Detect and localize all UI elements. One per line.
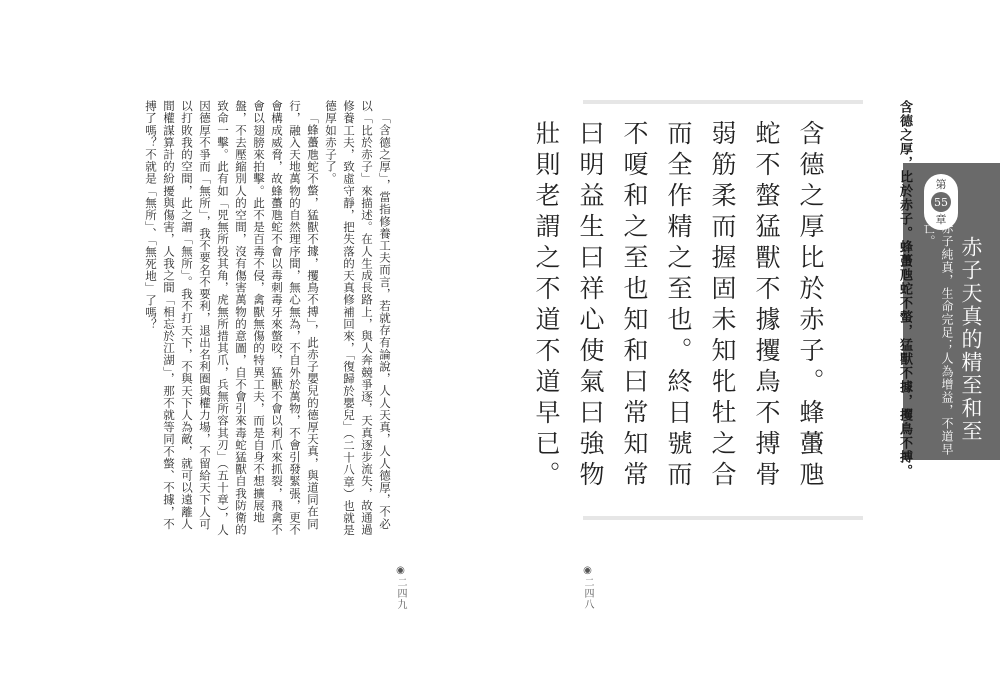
- chapter-subtitle: 赤子純真，生命完足；人為增益，不道早亡。: [922, 222, 954, 456]
- commentary-paragraph: 「蜂蠆虺蛇不螫，猛獸不據，攫鳥不搏」，此赤子嬰兒的德厚天真，與道同在同行，融入天地萬物的自然理序間，無心無為，不自外於萬物，不會引發緊張，更不會構成威脅，故蜂蠆虺蛇不會以毒刺毒牙來螫咬，猛獸不會以利爪來抓裂，飛禽不會以翅膀來拍擊。此不是百毒不侵，禽獸無傷的特異工夫，而是自身不想擴展地盤，不去壓縮別人的空間，沒有傷害萬物的意圖，自不會引來毒蛇猛獸自我防衛的致命一擊。此有如「兕無所投其角，虎無所措其爪，兵無所容其刃」（五十章），人因德厚不爭而「無所」，我不要名不要利，退出名利圈與權力場，不留給天下人可以打敗我的空間，此之謂「無所」。我不打天下，不與天下人為敵，就可以遠離人間權謀算計的紛擾與傷害，人我之間「相忘於江湖」，那不就等同不螫、不據，不搏了嗎？不就是「無所」、「無死地」了嗎？: [144, 100, 320, 537]
- quote-text: 含德之厚，比於赤子。蜂蠆虺蛇不螫，猛獸不據，攫鳥不搏。: [897, 100, 912, 478]
- commentary-body: [88, 100, 394, 540]
- bottom-rule: [583, 516, 863, 520]
- chapter-title: 赤子天真的精至和至: [959, 236, 983, 443]
- chapter-suffix: 章: [935, 213, 947, 226]
- chapter-number: 55: [931, 192, 951, 212]
- top-rule: [583, 100, 863, 104]
- classic-text: 含德之厚比於赤子。蜂蠆虺蛇不螫猛獸不據攫鳥不搏骨弱筋柔而握固未知牝牡之合而全作精之至也。終日號而不嗄和之至也知和曰常知常曰明益生曰祥心使氣曰強物壯則老謂之不道不道早已。: [532, 120, 825, 492]
- chapter-prefix: 第: [935, 178, 947, 191]
- page-number-right: ◉二四八: [582, 565, 593, 610]
- page-number-left: ◉二四九: [395, 565, 406, 610]
- commentary-paragraph: 「含德之厚」，當指修養工夫而言，若就存有論說，人人天真，人人德厚，不必以「比於赤子」來描述。在人生成長路上，與人奔競爭逐，天真逐步流失，故通過修養工夫，致虛守靜，把失落的天真修補回來，「復歸於嬰兒」（二十八章）也就是德厚如赤子了。: [324, 100, 392, 537]
